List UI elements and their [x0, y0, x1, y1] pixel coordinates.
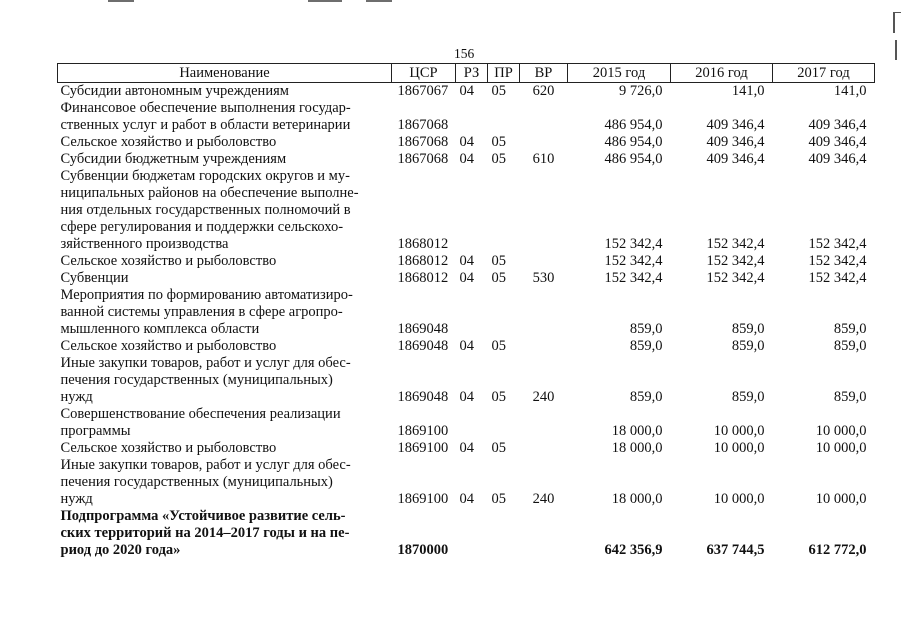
- row-value-2017: 409 346,4: [808, 151, 867, 167]
- row-csr: 1869048: [397, 389, 449, 405]
- row-pr: 05: [491, 151, 506, 167]
- row-csr: 1869100: [397, 491, 449, 507]
- row-value-2015: 486 954,0: [604, 134, 663, 150]
- row-csr: 1869100: [397, 440, 449, 456]
- row-pr: [488, 287, 520, 338]
- row-vr: [520, 508, 568, 559]
- row-value-2015: 859,0: [629, 389, 663, 405]
- row-name-line: Мероприятия по формированию автоматизиро-: [60, 287, 353, 303]
- row-name: [58, 406, 392, 440]
- row-name-line: ственных услуг и работ в области ветеринарии: [60, 117, 351, 133]
- table-row: [58, 100, 875, 134]
- row-value-2016: 637 744,5: [706, 542, 765, 558]
- row-pr: [488, 406, 520, 440]
- row-name-line: Иные закупки товаров, работ и услуг для обес-: [60, 457, 351, 473]
- row-vr: [520, 338, 568, 355]
- column-header-2015: 2015 год: [568, 64, 671, 83]
- column-header-name: Наименование: [58, 64, 392, 83]
- row-pr: 05: [491, 253, 506, 269]
- row-value-2015: 486 954,0: [604, 117, 663, 133]
- row-name-line: Субвенции бюджетам городских округов и му-: [60, 168, 350, 184]
- table-row: [58, 508, 875, 559]
- row-value-2016: 10 000,0: [713, 423, 765, 439]
- row-value-2017: 152 342,4: [808, 270, 867, 286]
- page-number: 156: [454, 46, 475, 61]
- row-name-line: сфере регулирования и поддержки сельскохо-: [60, 219, 344, 235]
- row-value-2015: 859,0: [629, 338, 663, 354]
- row-value-2016: 152 342,4: [706, 253, 765, 269]
- row-name-line: риод до 2020 года»: [60, 542, 181, 558]
- row-rz: [456, 100, 488, 134]
- row-value-2017: 10 000,0: [815, 491, 867, 507]
- row-name-line: Субвенции: [60, 270, 129, 286]
- scan-artifact: [893, 12, 901, 33]
- row-name: [58, 168, 392, 253]
- row-rz: 04: [459, 151, 474, 167]
- table-header-row: [58, 64, 875, 83]
- table-row: [58, 440, 875, 457]
- row-rz: 04: [459, 83, 474, 99]
- row-csr: 1868012: [397, 253, 449, 269]
- row-value-2017: 612 772,0: [808, 542, 867, 558]
- row-name: [58, 151, 392, 168]
- scan-artifact: [895, 40, 903, 60]
- table-row: [58, 253, 875, 270]
- scan-artifact: [108, 0, 134, 2]
- table-row: [58, 457, 875, 508]
- row-vr: [520, 440, 568, 457]
- row-name: [58, 457, 392, 508]
- row-value-2015: 18 000,0: [611, 440, 663, 456]
- row-value-2017: 152 342,4: [808, 236, 867, 252]
- row-name-line: ванной системы управления в сфере агропро-: [60, 304, 343, 320]
- row-name-line: печения государственных (муниципальных): [60, 474, 333, 490]
- row-name-line: Сельское хозяйство и рыболовство: [60, 253, 277, 269]
- row-name-line: зяйственного производства: [60, 236, 229, 252]
- row-value-2016: 859,0: [731, 389, 765, 405]
- row-value-2016: 409 346,4: [706, 134, 765, 150]
- row-pr: [488, 168, 520, 253]
- row-vr: [520, 406, 568, 440]
- row-pr: 05: [491, 338, 506, 354]
- row-value-2016: 141,0: [731, 83, 765, 99]
- row-name-line: Сельское хозяйство и рыболовство: [60, 440, 277, 456]
- row-csr: 1869048: [397, 338, 449, 354]
- row-name: [58, 270, 392, 287]
- column-header-vr: ВР: [520, 64, 568, 83]
- table-row: [58, 168, 875, 253]
- row-value-2015: 18 000,0: [611, 491, 663, 507]
- row-name-line: Сельское хозяйство и рыболовство: [60, 338, 277, 354]
- table-body: [58, 83, 875, 560]
- row-name: [58, 338, 392, 355]
- row-pr: 05: [491, 270, 506, 286]
- row-value-2016: 10 000,0: [713, 440, 765, 456]
- row-value-2015: 152 342,4: [604, 236, 663, 252]
- row-csr: 1867067: [397, 83, 449, 99]
- table-row: [58, 355, 875, 406]
- row-value-2016: 152 342,4: [706, 270, 765, 286]
- row-rz: 04: [459, 440, 474, 456]
- column-header-pr: ПР: [488, 64, 520, 83]
- table-row: [58, 134, 875, 151]
- column-header-2017: 2017 год: [773, 64, 875, 83]
- row-value-2017: 409 346,4: [808, 134, 867, 150]
- row-value-2015: 18 000,0: [611, 423, 663, 439]
- row-value-2015: 642 356,9: [604, 542, 663, 558]
- row-name: [58, 134, 392, 151]
- row-name-line: нужд: [60, 389, 93, 405]
- scan-artifact: [366, 0, 392, 2]
- row-value-2016: 10 000,0: [713, 491, 765, 507]
- row-vr: 240: [532, 491, 555, 507]
- row-name-line: ских территорий на 2014–2017 годы и на пе-: [60, 525, 350, 541]
- row-value-2015: 152 342,4: [604, 253, 663, 269]
- table-row: [58, 406, 875, 440]
- row-vr: 530: [532, 270, 555, 286]
- row-csr: 1870000: [397, 542, 449, 558]
- row-name-line: Подпрограмма «Устойчивое развитие сель-: [60, 508, 346, 524]
- row-value-2017: 859,0: [833, 338, 867, 354]
- row-name: [58, 508, 392, 559]
- row-value-2015: 152 342,4: [604, 270, 663, 286]
- row-vr: [520, 253, 568, 270]
- row-rz: [456, 406, 488, 440]
- row-pr: [488, 100, 520, 134]
- row-vr: 240: [532, 389, 555, 405]
- row-value-2017: 859,0: [833, 321, 867, 337]
- row-pr: 05: [491, 389, 506, 405]
- row-value-2017: 152 342,4: [808, 253, 867, 269]
- table-row: [58, 338, 875, 355]
- row-csr: 1868012: [397, 270, 449, 286]
- row-name-line: Субсидии автономным учреждениям: [60, 83, 289, 99]
- row-value-2016: 859,0: [731, 321, 765, 337]
- row-rz: 04: [459, 134, 474, 150]
- row-name-line: программы: [60, 423, 131, 439]
- row-csr: 1868012: [397, 236, 449, 252]
- row-vr: [520, 100, 568, 134]
- row-csr: 1869100: [397, 423, 449, 439]
- row-name-line: ния отдельных государственных полномочий в: [60, 202, 351, 218]
- row-name-line: Субсидии бюджетным учреждениям: [60, 151, 287, 167]
- row-pr: 05: [491, 134, 506, 150]
- row-value-2017: 409 346,4: [808, 117, 867, 133]
- table-row: [58, 287, 875, 338]
- row-rz: [456, 508, 488, 559]
- row-vr: [520, 134, 568, 151]
- row-value-2016: 409 346,4: [706, 151, 765, 167]
- row-pr: 05: [491, 491, 506, 507]
- scan-artifact: [308, 0, 342, 2]
- row-name-line: нужд: [60, 491, 93, 507]
- row-value-2017: 10 000,0: [815, 423, 867, 439]
- row-value-2017: 141,0: [833, 83, 867, 99]
- row-pr: 05: [491, 83, 506, 99]
- column-header-csr: ЦСР: [392, 64, 456, 83]
- row-name: [58, 440, 392, 457]
- row-name-line: ниципальных районов на обеспечение выполне-: [60, 185, 359, 201]
- row-value-2017: 859,0: [833, 389, 867, 405]
- row-name: [58, 100, 392, 134]
- row-rz: 04: [459, 338, 474, 354]
- column-header-rz: РЗ: [456, 64, 488, 83]
- row-rz: 04: [459, 253, 474, 269]
- row-vr: 620: [532, 83, 555, 99]
- row-value-2015: 486 954,0: [604, 151, 663, 167]
- row-csr: 1867068: [397, 134, 449, 150]
- row-value-2016: 409 346,4: [706, 117, 765, 133]
- budget-table: [57, 63, 875, 559]
- row-value-2016: 859,0: [731, 338, 765, 354]
- row-pr: 05: [491, 440, 506, 456]
- row-name-line: Иные закупки товаров, работ и услуг для обес-: [60, 355, 351, 371]
- row-value-2015: 859,0: [629, 321, 663, 337]
- row-name: [58, 253, 392, 270]
- row-rz: [456, 168, 488, 253]
- row-value-2017: 10 000,0: [815, 440, 867, 456]
- table-row: [58, 270, 875, 287]
- row-rz: 04: [459, 389, 474, 405]
- row-value-2015: 9 726,0: [619, 83, 663, 99]
- row-pr: [488, 508, 520, 559]
- row-name-line: печения государственных (муниципальных): [60, 372, 333, 388]
- row-vr: 610: [532, 151, 555, 167]
- row-csr: 1869048: [397, 321, 449, 337]
- row-vr: [520, 287, 568, 338]
- column-header-2016: 2016 год: [671, 64, 773, 83]
- row-vr: [520, 168, 568, 253]
- row-name-line: Сельское хозяйство и рыболовство: [60, 134, 277, 150]
- row-csr: 1867068: [397, 151, 449, 167]
- row-name-line: мышленного комплекса области: [60, 321, 260, 337]
- row-name: [58, 355, 392, 406]
- row-csr: 1867068: [397, 117, 449, 133]
- row-name-line: Финансовое обеспечение выполнения государ-: [60, 100, 351, 116]
- row-name: [58, 83, 392, 101]
- row-rz: 04: [459, 491, 474, 507]
- row-rz: [456, 287, 488, 338]
- row-rz: 04: [459, 270, 474, 286]
- row-name: [58, 287, 392, 338]
- table-row: [58, 151, 875, 168]
- table-row: [58, 83, 875, 101]
- row-value-2016: 152 342,4: [706, 236, 765, 252]
- row-name-line: Совершенствование обеспечения реализации: [60, 406, 341, 422]
